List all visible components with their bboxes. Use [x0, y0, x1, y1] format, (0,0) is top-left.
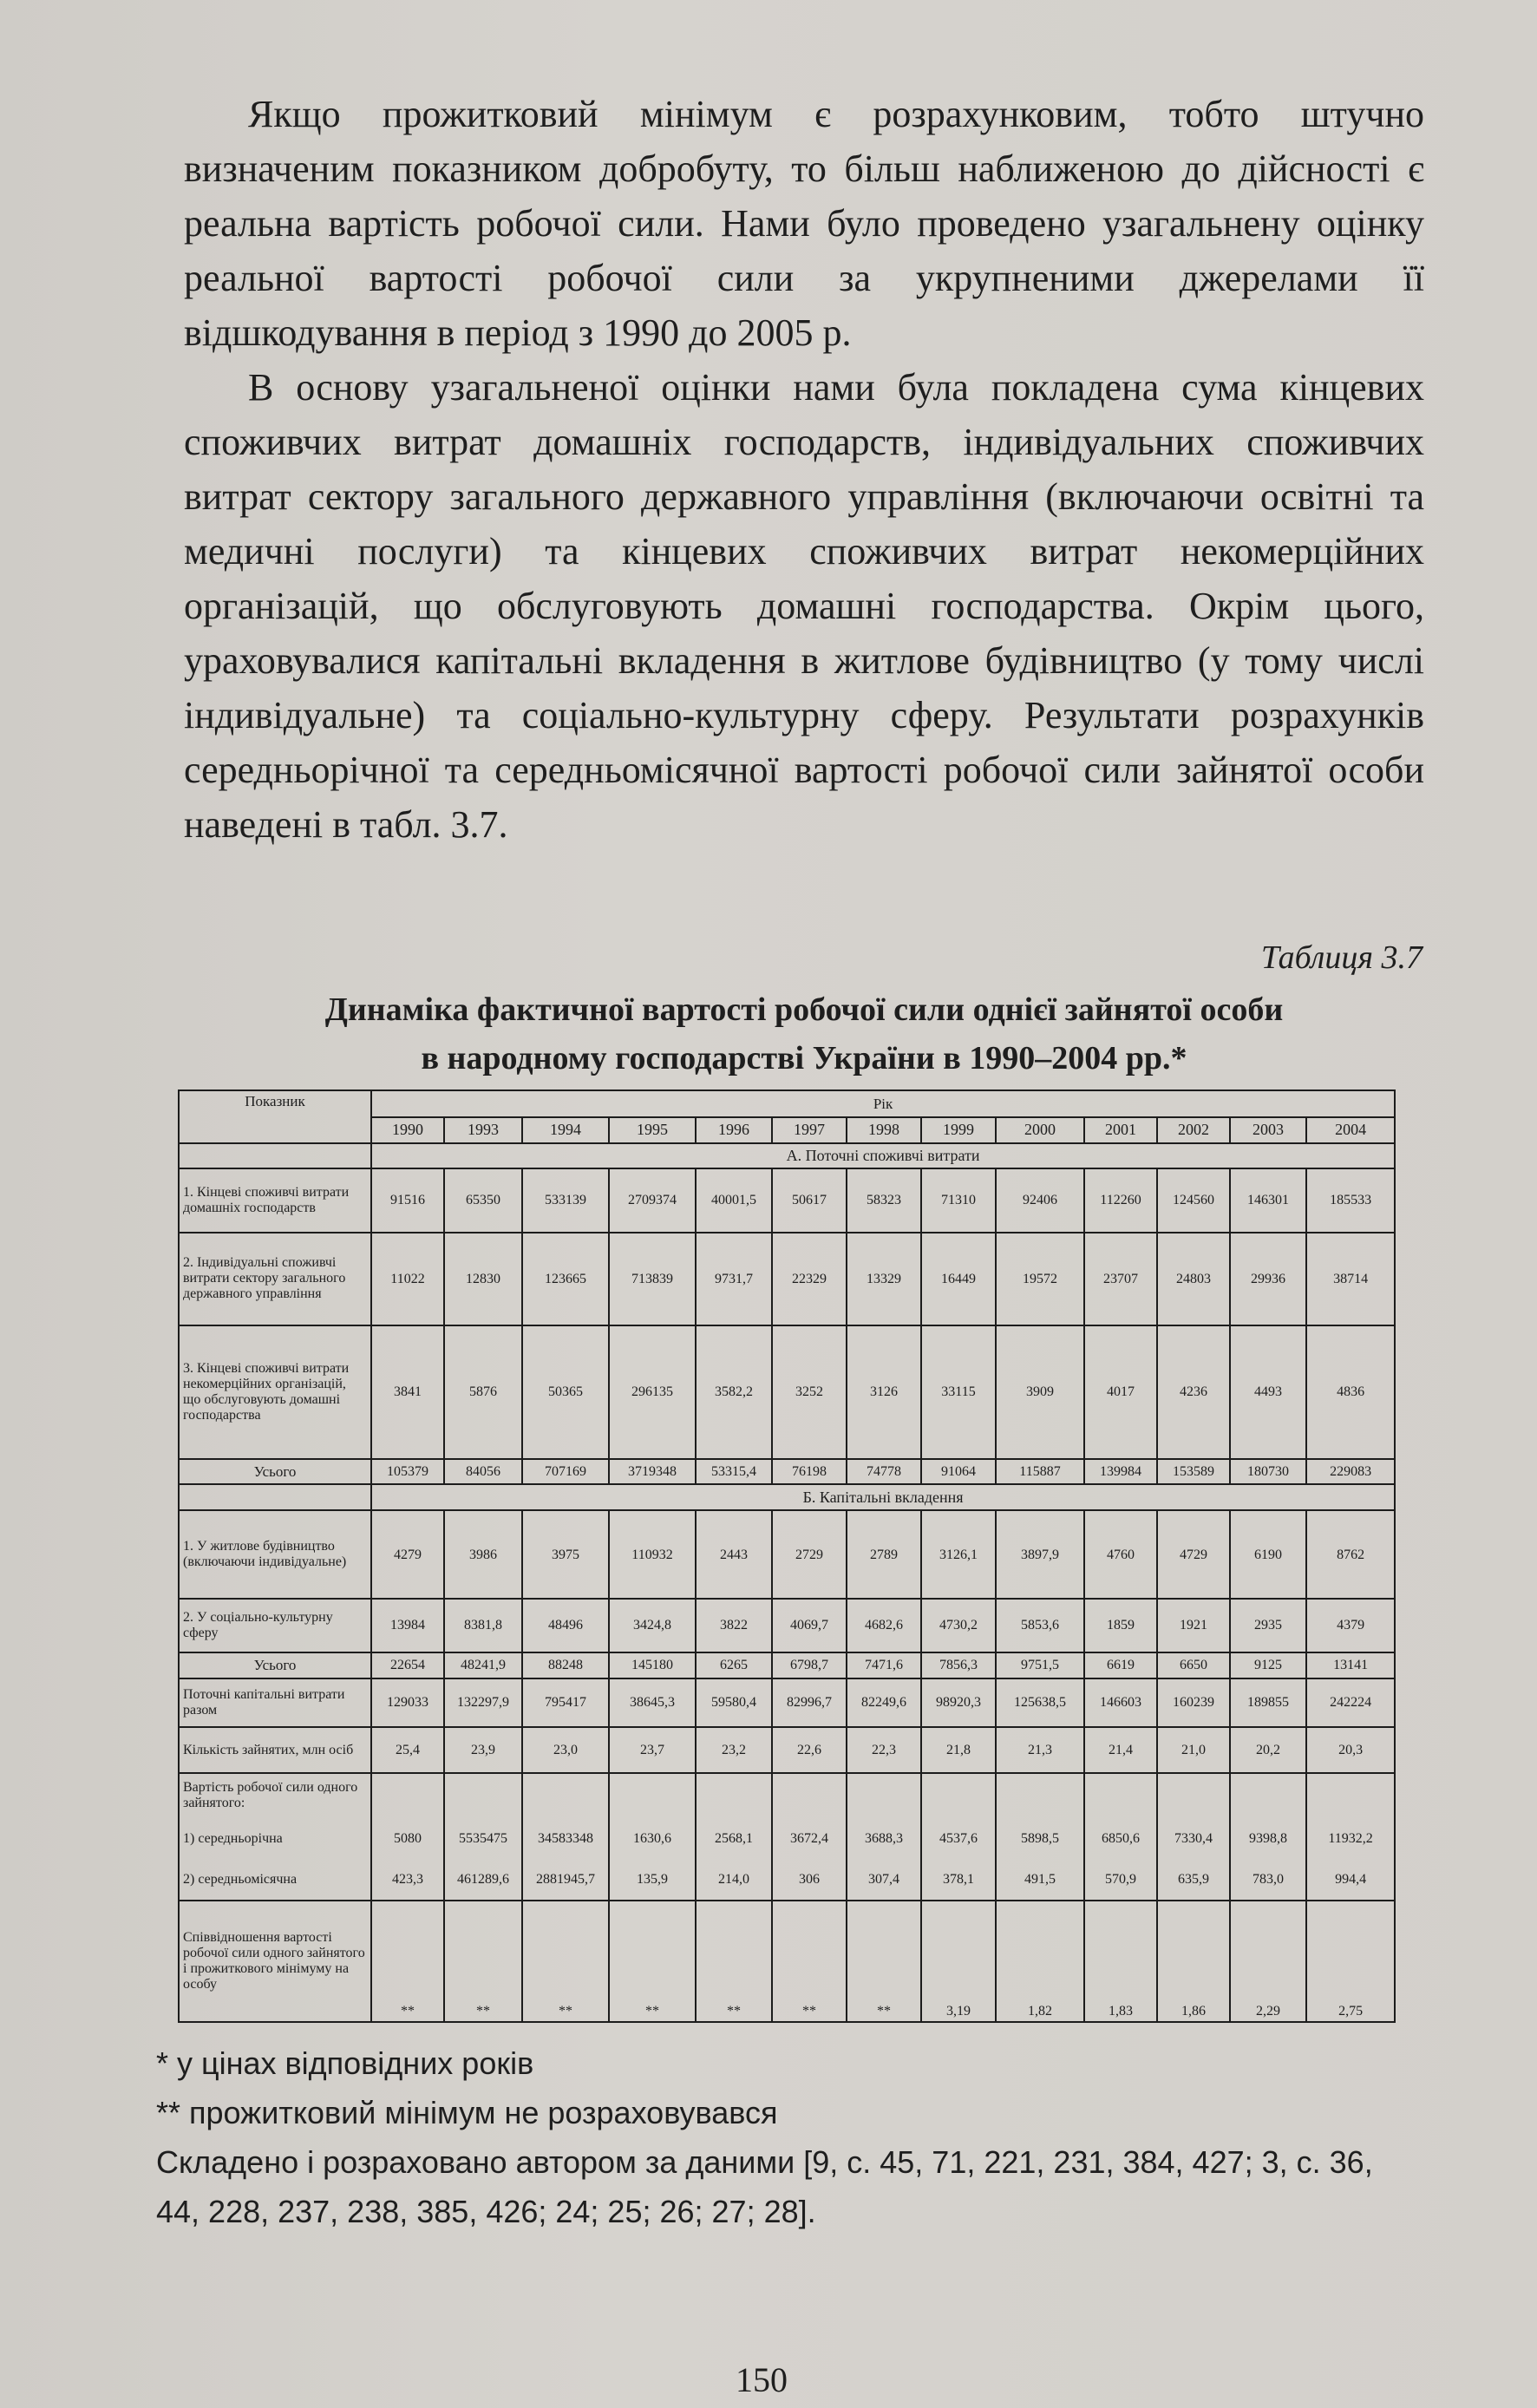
value-cell: 91064: [921, 1459, 996, 1485]
value-cell: 5080: [371, 1818, 444, 1859]
table-row: [179, 1325, 1395, 1459]
value-cell: 48496: [522, 1599, 609, 1652]
cost-header-row: [179, 1773, 1395, 1818]
value-cell: 7856,3: [921, 1652, 996, 1678]
value-cell: 2935: [1230, 1599, 1306, 1652]
value-cell: 3126: [847, 1325, 921, 1459]
value-cell: 3841: [371, 1325, 444, 1459]
footnotes: [156, 2038, 1423, 2236]
value-cell: 570,9: [1084, 1859, 1157, 1900]
data-table: [178, 1089, 1396, 2023]
value-cell: 22,3: [847, 1727, 921, 1772]
value-cell: 23,9: [444, 1727, 522, 1772]
value-cell: 306: [772, 1859, 847, 1900]
value-cell: **: [772, 1901, 847, 2022]
value-cell: 21,4: [1084, 1727, 1157, 1772]
employed-row: [179, 1727, 1395, 1772]
value-cell: 461289,6: [444, 1859, 522, 1900]
value-cell: 6650: [1157, 1652, 1230, 1678]
value-cell: 21,3: [996, 1727, 1084, 1772]
value-cell: 3897,9: [996, 1510, 1084, 1599]
year-cell: 1994: [522, 1117, 609, 1143]
value-cell: 1,82: [996, 1901, 1084, 2022]
value-cell: 58323: [847, 1168, 921, 1233]
table-title: [184, 985, 1424, 1083]
value-cell: 33115: [921, 1325, 996, 1459]
value-cell: 7330,4: [1157, 1818, 1230, 1859]
section-spacer: [179, 1484, 371, 1510]
value-cell: 34583348: [522, 1818, 609, 1859]
value-cell: 21,8: [921, 1727, 996, 1772]
value-cell: 5876: [444, 1325, 522, 1459]
value-cell: 3822: [696, 1599, 772, 1652]
year-cell: 2003: [1230, 1117, 1306, 1143]
value-cell: 8381,8: [444, 1599, 522, 1652]
value-cell: 6619: [1084, 1652, 1157, 1678]
value-cell: 4760: [1084, 1510, 1157, 1599]
value-cell: 4729: [1157, 1510, 1230, 1599]
value-cell: 112260: [1084, 1168, 1157, 1233]
value-cell: 189855: [1230, 1678, 1306, 1728]
value-cell: 795417: [522, 1678, 609, 1728]
value-cell: 3719348: [609, 1459, 696, 1485]
value-cell: 135,9: [609, 1859, 696, 1900]
value-cell: 153589: [1157, 1459, 1230, 1485]
value-cell: 53315,4: [696, 1459, 772, 1485]
year-cell: 1998: [847, 1117, 921, 1143]
empty-cell: [609, 1773, 696, 1818]
row-label: 1. У житлове будівництво (включаючи індивідуальне): [179, 1510, 371, 1599]
value-cell: **: [371, 1901, 444, 2022]
value-cell: 3672,4: [772, 1818, 847, 1859]
value-cell: 378,1: [921, 1859, 996, 1900]
empty-cell: [371, 1773, 444, 1818]
value-cell: 20,2: [1230, 1727, 1306, 1772]
value-cell: 5853,6: [996, 1599, 1084, 1652]
table-row: [179, 1168, 1395, 1233]
value-cell: 4069,7: [772, 1599, 847, 1652]
value-cell: 146603: [1084, 1678, 1157, 1728]
paragraph-2: В основу узагальненої оцінки нами була покладена сума кінцевих споживчих витрат домашніх господарств, індивідуальних споживчих витрат сектору загального державного управління (включаючи освітні та медичні послуги) та кінцевих споживчих витрат некомерційних організацій, що обслуговують домашні господарства. Окрім цього, ураховувалися капітальні вкладення в житлове будівництво (у тому числі індивідуальне) та соціально-культурну сферу. Результати розрахунків середньорічної та середньомісячної вартості робочої сили зайнятої особи наведені в табл. 3.7.: [184, 366, 1424, 846]
row-label: 1) середньорічна: [179, 1818, 371, 1859]
header-row: [179, 1090, 1395, 1117]
row-label: 3. Кінцеві споживчі витрати некомерційних організацій, що обслуговують домашні господарства: [179, 1325, 371, 1459]
value-cell: 125638,5: [996, 1678, 1084, 1728]
year-cell: 2000: [996, 1117, 1084, 1143]
footnote-minimum: ** прожитковий мінімум не розраховувався: [156, 2095, 778, 2130]
value-cell: 105379: [371, 1459, 444, 1485]
footnote-prices: * у цінах відповідних років: [156, 2045, 534, 2081]
value-cell: 23,7: [609, 1727, 696, 1772]
value-cell: 8762: [1306, 1510, 1395, 1599]
value-cell: 4279: [371, 1510, 444, 1599]
row-label: Кількість зайнятих, млн осіб: [179, 1727, 371, 1772]
value-cell: 6798,7: [772, 1652, 847, 1678]
table-title-line-1: Динаміка фактичної вартості робочої сили однієї зайнятої особи: [324, 991, 1284, 1028]
value-cell: 124560: [1157, 1168, 1230, 1233]
value-cell: 1630,6: [609, 1818, 696, 1859]
value-cell: 6850,6: [1084, 1818, 1157, 1859]
value-cell: 3126,1: [921, 1510, 996, 1599]
row-label: Усього: [179, 1459, 371, 1485]
value-cell: 6265: [696, 1652, 772, 1678]
value-cell: 4017: [1084, 1325, 1157, 1459]
value-cell: 22329: [772, 1233, 847, 1325]
indicator-header: Показник: [179, 1090, 371, 1143]
section-a-row-title: А. Поточні споживчі витрати: [371, 1143, 1395, 1169]
empty-cell: [1084, 1773, 1157, 1818]
year-cell: 2004: [1306, 1117, 1395, 1143]
value-cell: 74778: [847, 1459, 921, 1485]
value-cell: 38714: [1306, 1233, 1395, 1325]
value-cell: 59580,4: [696, 1678, 772, 1728]
value-cell: **: [696, 1901, 772, 2022]
value-cell: 1921: [1157, 1599, 1230, 1652]
empty-cell: [847, 1773, 921, 1818]
page-number: 150: [736, 2360, 788, 2399]
value-cell: 29936: [1230, 1233, 1306, 1325]
value-cell: 21,0: [1157, 1727, 1230, 1772]
value-cell: 4236: [1157, 1325, 1230, 1459]
annual-row: [179, 1818, 1395, 1859]
value-cell: 185533: [1306, 1168, 1395, 1233]
value-cell: 4730,2: [921, 1599, 996, 1652]
table-label: Таблиця 3.7: [1260, 939, 1423, 976]
value-cell: 9751,5: [996, 1652, 1084, 1678]
value-cell: 19572: [996, 1233, 1084, 1325]
empty-cell: [921, 1773, 996, 1818]
value-cell: 229083: [1306, 1459, 1395, 1485]
value-cell: 994,4: [1306, 1859, 1395, 1900]
value-cell: 3975: [522, 1510, 609, 1599]
value-cell: 4379: [1306, 1599, 1395, 1652]
value-cell: **: [847, 1901, 921, 2022]
monthly-row: [179, 1859, 1395, 1900]
table-row: [179, 1233, 1395, 1325]
value-cell: 12830: [444, 1233, 522, 1325]
value-cell: 180730: [1230, 1459, 1306, 1485]
value-cell: 110932: [609, 1510, 696, 1599]
value-cell: 23,0: [522, 1727, 609, 1772]
value-cell: 491,5: [996, 1859, 1084, 1900]
value-cell: 3688,3: [847, 1818, 921, 1859]
empty-cell: [522, 1773, 609, 1818]
total-a-row: [179, 1459, 1395, 1485]
value-cell: 50617: [772, 1168, 847, 1233]
year-cell: 1995: [609, 1117, 696, 1143]
value-cell: 91516: [371, 1168, 444, 1233]
value-cell: 307,4: [847, 1859, 921, 1900]
value-cell: 11022: [371, 1233, 444, 1325]
year-cell: 1997: [772, 1117, 847, 1143]
value-cell: 1859: [1084, 1599, 1157, 1652]
table-container: [178, 1089, 1394, 2023]
value-cell: 98920,3: [921, 1678, 996, 1728]
value-cell: 242224: [1306, 1678, 1395, 1728]
table-body: [179, 1090, 1395, 2022]
ratio-row: [179, 1901, 1395, 2022]
value-cell: 22654: [371, 1652, 444, 1678]
row-label: 1. Кінцеві споживчі витрати домашніх господарств: [179, 1168, 371, 1233]
row-label: 2) середньомісячна: [179, 1859, 371, 1900]
empty-cell: [444, 1773, 522, 1818]
value-cell: 3,19: [921, 1901, 996, 2022]
value-cell: 3986: [444, 1510, 522, 1599]
value-cell: 23,2: [696, 1727, 772, 1772]
value-cell: 25,4: [371, 1727, 444, 1772]
value-cell: 139984: [1084, 1459, 1157, 1485]
value-cell: 3252: [772, 1325, 847, 1459]
empty-cell: [996, 1773, 1084, 1818]
value-cell: 132297,9: [444, 1678, 522, 1728]
value-cell: 20,3: [1306, 1727, 1395, 1772]
value-cell: 22,6: [772, 1727, 847, 1772]
value-cell: 3424,8: [609, 1599, 696, 1652]
value-cell: 24803: [1157, 1233, 1230, 1325]
value-cell: 146301: [1230, 1168, 1306, 1233]
value-cell: 423,3: [371, 1859, 444, 1900]
value-cell: 2709374: [609, 1168, 696, 1233]
value-cell: 65350: [444, 1168, 522, 1233]
value-cell: 88248: [522, 1652, 609, 1678]
total-b-row: [179, 1652, 1395, 1678]
value-cell: 2789: [847, 1510, 921, 1599]
value-cell: 4493: [1230, 1325, 1306, 1459]
value-cell: 16449: [921, 1233, 996, 1325]
row-label: 2. Індивідуальні споживчі витрати сектору загального державного управління: [179, 1233, 371, 1325]
value-cell: 82996,7: [772, 1678, 847, 1728]
value-cell: 533139: [522, 1168, 609, 1233]
year-cell: 2001: [1084, 1117, 1157, 1143]
value-cell: 5535475: [444, 1818, 522, 1859]
value-cell: **: [444, 1901, 522, 2022]
year-cell: 1996: [696, 1117, 772, 1143]
value-cell: 4836: [1306, 1325, 1395, 1459]
cost-header-label: Вартість робочої сили одного зайнятого:: [179, 1773, 371, 1818]
value-cell: 160239: [1157, 1678, 1230, 1728]
value-cell: 23707: [1084, 1233, 1157, 1325]
value-cell: 92406: [996, 1168, 1084, 1233]
year-header: Рік: [371, 1090, 1395, 1117]
section-a-row: [179, 1143, 1395, 1169]
value-cell: 5898,5: [996, 1818, 1084, 1859]
value-cell: 115887: [996, 1459, 1084, 1485]
value-cell: 1,86: [1157, 1901, 1230, 2022]
section-spacer: [179, 1143, 371, 1169]
empty-cell: [772, 1773, 847, 1818]
value-cell: 707169: [522, 1459, 609, 1485]
value-cell: 3582,2: [696, 1325, 772, 1459]
section-b-row-title: Б. Капітальні вкладення: [371, 1484, 1395, 1510]
value-cell: 9398,8: [1230, 1818, 1306, 1859]
empty-cell: [696, 1773, 772, 1818]
value-cell: 13329: [847, 1233, 921, 1325]
year-cell: 1999: [921, 1117, 996, 1143]
row-label: Усього: [179, 1652, 371, 1678]
value-cell: 4682,6: [847, 1599, 921, 1652]
value-cell: 6190: [1230, 1510, 1306, 1599]
row-label: Поточні капітальні витрати разом: [179, 1678, 371, 1728]
value-cell: 40001,5: [696, 1168, 772, 1233]
value-cell: 2,29: [1230, 1901, 1306, 2022]
value-cell: 50365: [522, 1325, 609, 1459]
value-cell: 129033: [371, 1678, 444, 1728]
source-note: Складено і розраховано автором за даними [9, с. 45, 71, 221, 231, 384, 427; 3, с. 36, 44, 228, 237, 238, 385, 426; 24; 25; 26; 27; 28].: [156, 2144, 1373, 2229]
value-cell: 76198: [772, 1459, 847, 1485]
value-cell: **: [522, 1901, 609, 2022]
value-cell: 2881945,7: [522, 1859, 609, 1900]
table-row: [179, 1510, 1395, 1599]
value-cell: 214,0: [696, 1859, 772, 1900]
empty-cell: [1306, 1773, 1395, 1818]
row-label: Співвідношення вартості робочої сили одного зайнятого і прожиткового мінімуму на особу: [179, 1901, 371, 2022]
paragraph-1: Якщо прожитковий мінімум є розрахунковим, тобто штучно визначеним показником добробуту, то більш наближеною до дійсності є реальна вартість робочої сили. Нами було проведено узагальнену оцінку реальної вартості робочої сили за укрупненими джерелами її відшкодування в період з 1990 до 2005 р.: [184, 93, 1424, 354]
value-cell: 9731,7: [696, 1233, 772, 1325]
value-cell: 7471,6: [847, 1652, 921, 1678]
value-cell: 2443: [696, 1510, 772, 1599]
table-title-line-2: в народному господарстві України в 1990–2004 рр.*: [421, 1040, 1187, 1076]
value-cell: 13141: [1306, 1652, 1395, 1678]
value-cell: 4537,6: [921, 1818, 996, 1859]
value-cell: 2729: [772, 1510, 847, 1599]
value-cell: 145180: [609, 1652, 696, 1678]
empty-cell: [1157, 1773, 1230, 1818]
value-cell: 635,9: [1157, 1859, 1230, 1900]
capital-total-row: [179, 1678, 1395, 1728]
year-cell: 1990: [371, 1117, 444, 1143]
value-cell: 48241,9: [444, 1652, 522, 1678]
empty-cell: [1230, 1773, 1306, 1818]
value-cell: 82249,6: [847, 1678, 921, 1728]
year-cell: 2002: [1157, 1117, 1230, 1143]
value-cell: 1,83: [1084, 1901, 1157, 2022]
year-cell: 1993: [444, 1117, 522, 1143]
row-label: 2. У соціально-культурну сферу: [179, 1599, 371, 1652]
value-cell: 783,0: [1230, 1859, 1306, 1900]
value-cell: 84056: [444, 1459, 522, 1485]
body-text: [184, 87, 1424, 852]
value-cell: 296135: [609, 1325, 696, 1459]
value-cell: 11932,2: [1306, 1818, 1395, 1859]
value-cell: 9125: [1230, 1652, 1306, 1678]
value-cell: 13984: [371, 1599, 444, 1652]
value-cell: 123665: [522, 1233, 609, 1325]
table-row: [179, 1599, 1395, 1652]
value-cell: 3909: [996, 1325, 1084, 1459]
value-cell: **: [609, 1901, 696, 2022]
section-b-row: [179, 1484, 1395, 1510]
value-cell: 2,75: [1306, 1901, 1395, 2022]
value-cell: 2568,1: [696, 1818, 772, 1859]
value-cell: 38645,3: [609, 1678, 696, 1728]
value-cell: 713839: [609, 1233, 696, 1325]
value-cell: 71310: [921, 1168, 996, 1233]
